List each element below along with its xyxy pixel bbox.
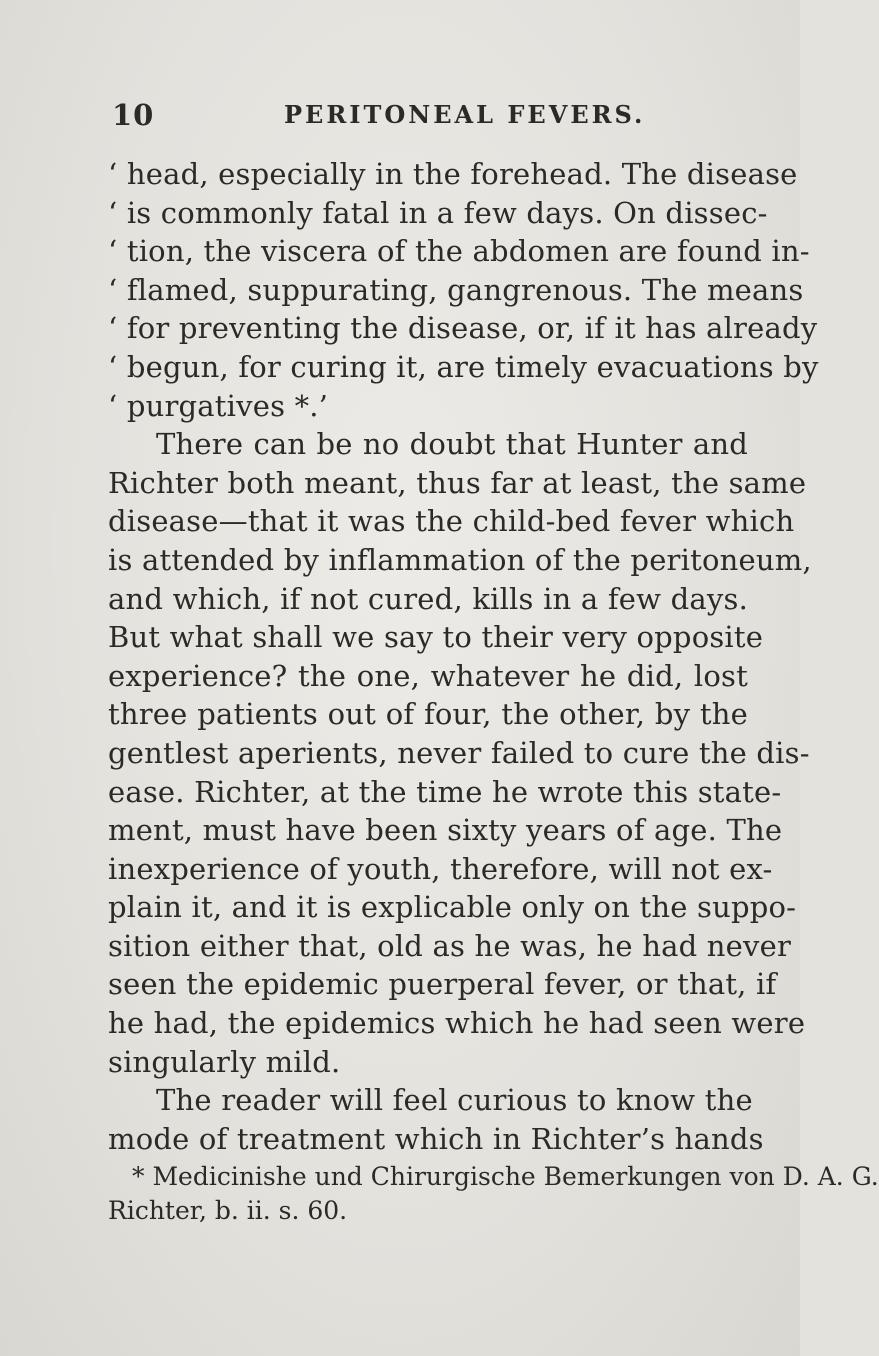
footnote-line: * Medicinishe und Chirurgische Bemerkungen von D. A. G. bbox=[132, 1162, 879, 1191]
text-line: ‘ purgatives *.’ bbox=[108, 388, 329, 423]
text-line: three patients out of four, the other, by the bbox=[108, 697, 748, 732]
running-title: PERITONEAL FEVERS. bbox=[284, 100, 646, 129]
text-line: experience? the one, whatever he did, lost bbox=[108, 658, 748, 693]
text-line: plain it, and it is explicable only on the suppo- bbox=[108, 890, 797, 925]
text-line: ment, must have been sixty years of age. The bbox=[108, 813, 783, 848]
body-text bbox=[108, 155, 819, 1158]
text-line: gentlest aperients, never failed to cure the dis- bbox=[108, 735, 810, 770]
paragraph-start-line: The reader will feel curious to know the bbox=[156, 1083, 753, 1118]
footnote-line: Richter, b. ii. s. 60. bbox=[108, 1196, 348, 1225]
page-header bbox=[112, 98, 752, 138]
text-line: and which, if not cured, kills in a few days. bbox=[108, 581, 748, 616]
text-line: sition either that, old as he was, he had never bbox=[108, 928, 792, 963]
text-line: singularly mild. bbox=[108, 1044, 341, 1079]
text-line: mode of treatment which in Richter’s hands bbox=[108, 1121, 764, 1156]
text-line: ‘ head, especially in the forehead. The disease bbox=[108, 157, 798, 191]
text-line: is attended by inflammation of the peritoneum, bbox=[108, 542, 812, 577]
footnote bbox=[108, 1160, 879, 1228]
text-line: Richter both meant, thus far at least, the same bbox=[108, 465, 807, 500]
text-line: disease—that it was the child-bed fever which bbox=[108, 504, 795, 539]
page-number: 10 bbox=[112, 98, 155, 132]
text-line: But what shall we say to their very opposite bbox=[108, 620, 764, 655]
text-line: ‘ is commonly fatal in a few days. On dissec- bbox=[108, 195, 768, 230]
text-line: ‘ begun, for curing it, are timely evacuations by bbox=[108, 349, 819, 384]
text-line: seen the epidemic puerperal fever, or that, if bbox=[108, 967, 777, 1002]
text-line: ‘ tion, the viscera of the abdomen are found in- bbox=[108, 234, 810, 269]
text-line: he had, the epidemics which he had seen were bbox=[108, 1006, 806, 1041]
text-line: inexperience of youth, therefore, will not ex- bbox=[108, 851, 773, 886]
paragraph-start-line: There can be no doubt that Hunter and bbox=[156, 427, 748, 462]
text-line: ‘ flamed, suppurating, gangrenous. The means bbox=[108, 272, 804, 307]
text-line: ‘ for preventing the disease, or, if it has already bbox=[108, 311, 818, 346]
text-line: ease. Richter, at the time he wrote this state- bbox=[108, 774, 782, 809]
